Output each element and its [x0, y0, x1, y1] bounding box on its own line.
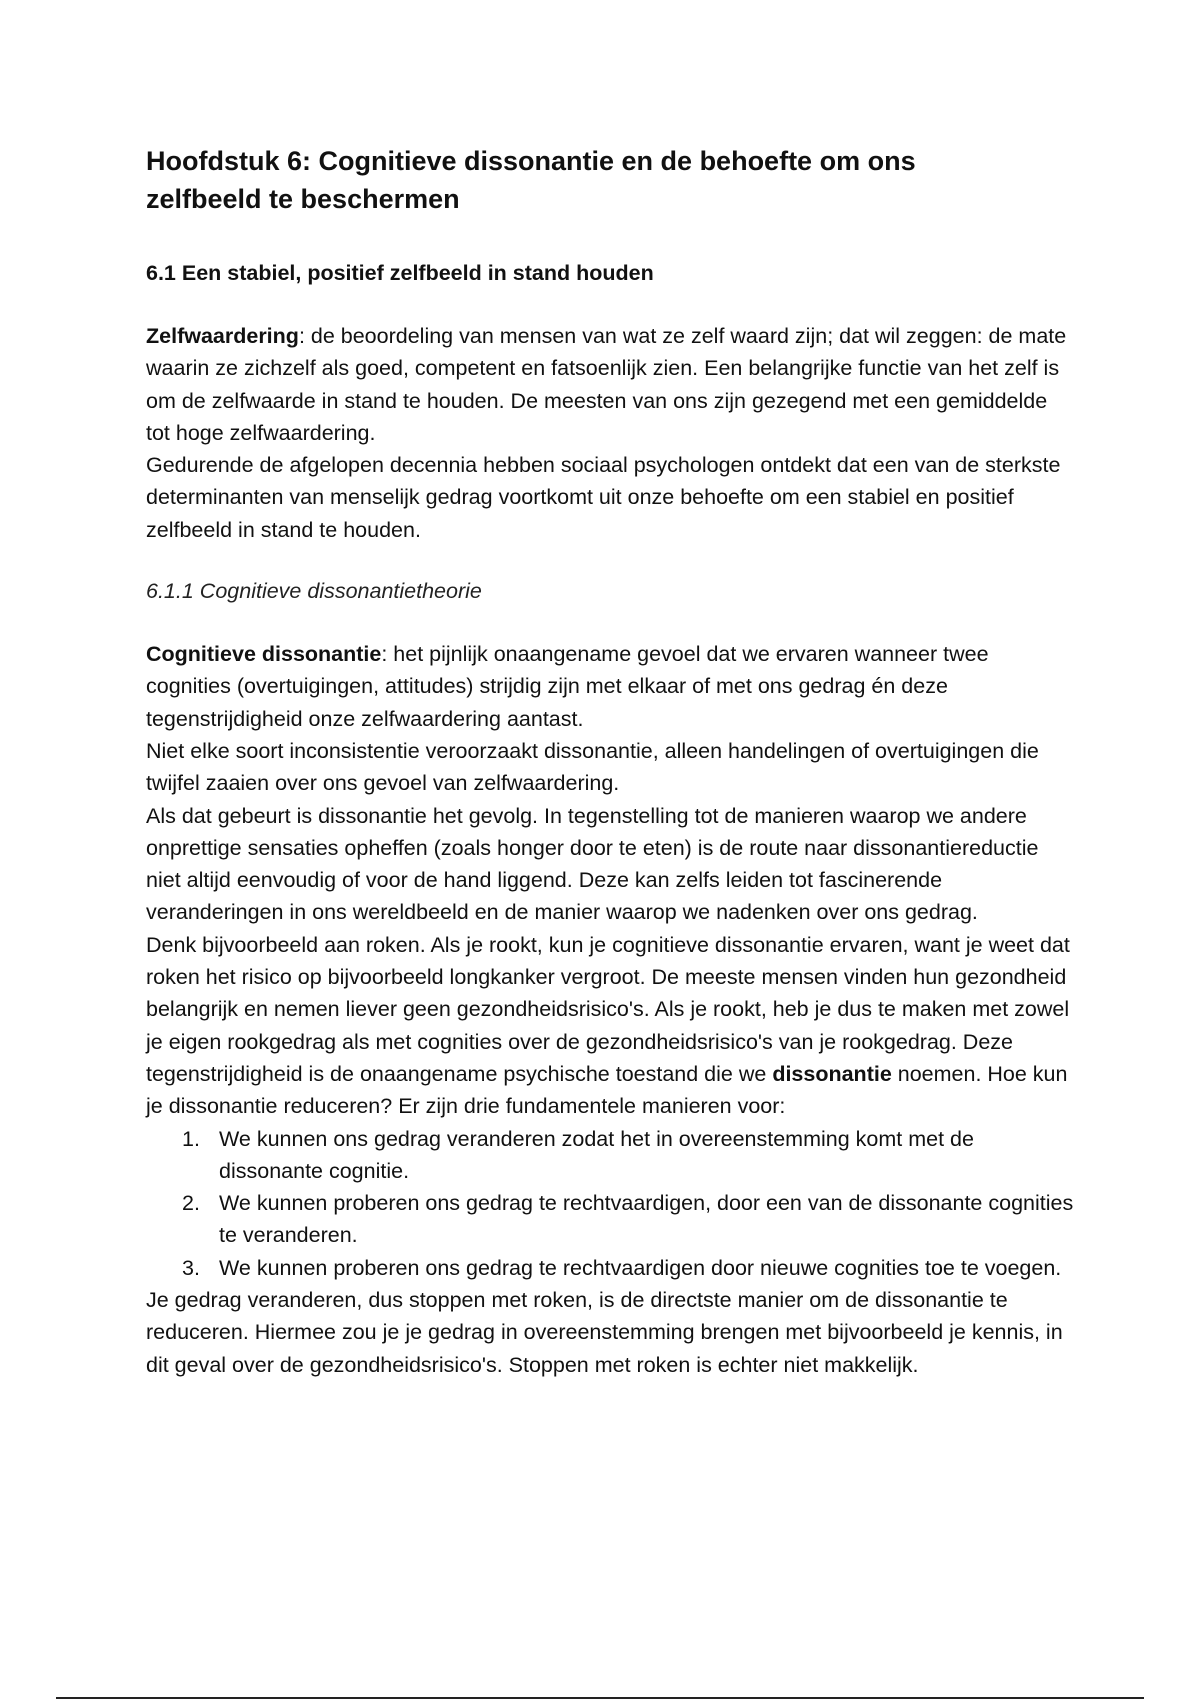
- section-6-1-paragraph-2: Gedurende de afgelopen decennia hebben sociaal psychologen ontdekt dat een van de sterkste determinanten van menselijk gedrag voortkomt uit onze behoefte om een stabiel en positief zelfbeeld in stand te houden.: [146, 453, 1061, 542]
- list-item-text: We kunnen proberen ons gedrag te rechtvaardigen door nieuwe cognities toe te voegen.: [219, 1255, 1062, 1280]
- dissonance-reduction-list: [146, 1123, 1076, 1284]
- list-item-text: We kunnen proberen ons gedrag te rechtvaardigen, door een van de dissonante cognities te veranderen.: [219, 1191, 1074, 1248]
- section-6-1-1-paragraph-4: [146, 929, 1076, 1123]
- section-6-1-1-paragraph-2: Niet elke soort inconsistentie veroorzaakt dissonantie, alleen handelingen of overtuigingen die twijfel zaaien over ons gevoel van zelfwaardering.: [146, 738, 1039, 796]
- list-item-number: 1.: [182, 1126, 200, 1151]
- term-zelfwaardering: Zelfwaardering: [146, 324, 299, 348]
- term-cognitieve-dissonantie: Cognitieve dissonantie: [146, 642, 382, 667]
- paragraph-4-text-after: noemen. Hoe kun je dissonantie reduceren? Er zijn drie fundamentele manieren voor:: [146, 1061, 1068, 1119]
- section-6-1-body: [146, 320, 1076, 546]
- paragraph-4-text-before: Denk bijvoorbeeld aan roken. Als je rookt, kun je cognitieve dissonantie ervaren, want je weet dat roken het risico op bijvoorbeeld longkanker vergroot. De meeste mensen vinden hun gezondheid belangrijk en nemen liever geen gezondheidsrisico's. Als je rookt, heb je dus te maken met zowel je eigen rookgedrag als met cognities over de gezondheidsrisico's van je rookgedrag. Deze tegenstrijdigheid is de onaangename psychische toestand die we: [146, 932, 1070, 1086]
- list-item-number: 3.: [182, 1255, 200, 1280]
- list-item: [146, 1123, 1076, 1188]
- chapter-title: Hoofdstuk 6: Cognitieve dissonantie en de behoefte om ons zelfbeeld te beschermen: [146, 146, 916, 214]
- section-6-1-1-paragraph-3: Als dat gebeurt is dissonantie het gevolg. In tegenstelling tot de manieren waarop we andere onprettige sensaties opheffen (zoals honger door te eten) is de route naar dissonantiereductie niet altijd eenvoudig of voor de hand liggend. Deze kan zelfs leiden tot fascinerende veranderingen in ons wereldbeeld en de manier waarop we nadenken over ons gedrag.: [146, 803, 1039, 925]
- list-item-text: We kunnen ons gedrag veranderen zodat het in overeenstemming komt met de dissonante cognitie.: [219, 1126, 974, 1183]
- section-6-1-1-paragraph-5: Je gedrag veranderen, dus stoppen met roken, is de directste manier om de dissonantie te reduceren. Hiermee zou je je gedrag in overeenstemming brengen met bijvoorbeeld je kennis, in dit geval over de gezondheidsrisico's. Stoppen met roken is echter niet makkelijk.: [146, 1288, 1063, 1377]
- subsection-heading-6-1-1: 6.1.1 Cognitieve dissonantietheorie: [146, 579, 482, 604]
- zelfwaardering-definition: [146, 320, 1076, 449]
- list-item: [146, 1252, 1076, 1284]
- list-item: [146, 1187, 1076, 1252]
- section-heading-6-1: 6.1 Een stabiel, positief zelfbeeld in stand houden: [146, 261, 654, 285]
- section-6-1-1-body: [146, 638, 1076, 1381]
- zelfwaardering-definition-text: : de beoordeling van mensen van wat ze zelf waard zijn; dat wil zeggen: de mate waarin ze zichzelf als goed, competent en fatsoenlijk zien. Een belangrijke functie van het zelf is om de zelfwaarde in stand te houden. De meesten van ons zijn gezegend met een gemiddelde tot hoge zelfwaardering.: [146, 324, 1067, 445]
- list-item-number: 2.: [182, 1191, 200, 1216]
- paragraph-4-bold-term: dissonantie: [772, 1061, 892, 1086]
- dissonantie-definition: [146, 638, 1076, 735]
- document-page: [146, 142, 1076, 1381]
- dissonantie-definition-text: : het pijnlijk onaangename gevoel dat we ervaren wanneer twee cognities (overtuigingen, attitudes) strijdig zijn met elkaar of met ons gedrag én deze tegenstrijdigheid onze zelfwaardering aantast.: [146, 642, 989, 731]
- page-bottom-rule: [56, 1697, 1144, 1699]
